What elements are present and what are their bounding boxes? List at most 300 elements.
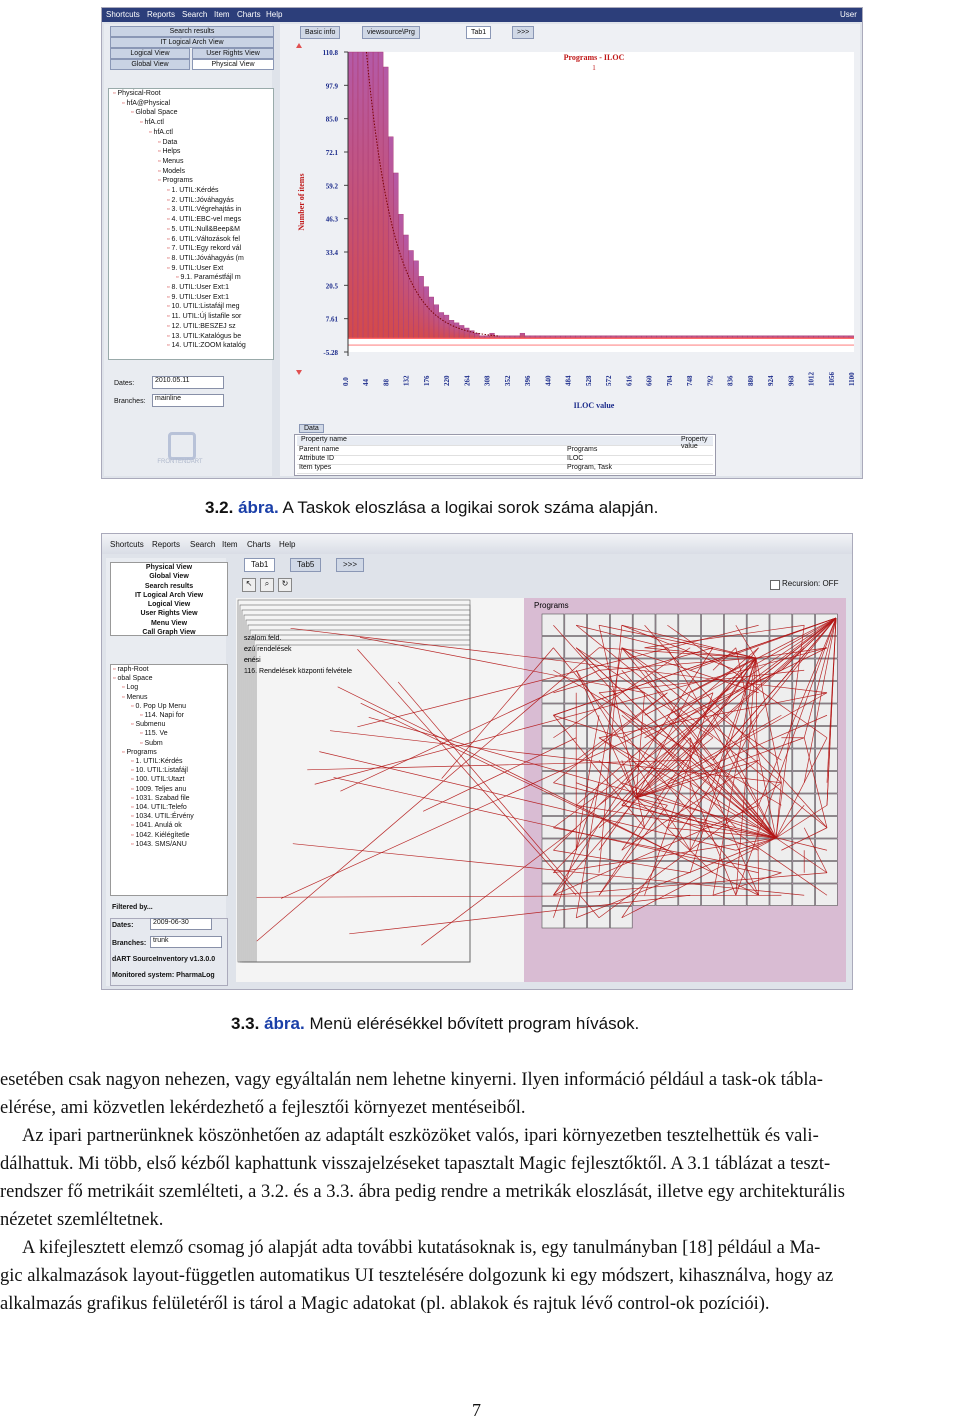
call-graph[interactable] [236, 598, 846, 982]
folder-icon: ▫ [167, 322, 172, 330]
figure-caption-2 [231, 1014, 639, 1034]
histogram-bar [409, 250, 414, 338]
folder-icon: ▫ [113, 666, 118, 673]
folder-icon: ▫ [158, 148, 163, 156]
version-label: dART SourceInventory v1.3.0.0 [112, 956, 216, 963]
tree-item-label: 7. UTIL:Egy rekord vál [171, 245, 242, 253]
tree-item[interactable] [111, 840, 227, 849]
branches-label: Branches: [114, 398, 146, 405]
zoom-tool-icon[interactable]: ⌕ [260, 578, 274, 592]
left-panel [106, 558, 226, 986]
folder-icon: ▫ [122, 99, 127, 107]
program-node[interactable] [793, 772, 815, 794]
caption-text: A Taskok eloszlása a logikai sorok száma alapján. [282, 498, 659, 517]
tree-item-label: 12. UTIL:BESZEJ sz [171, 322, 236, 330]
x-tick-label: 264 [463, 375, 472, 386]
recursion-label: Recursion: OFF [782, 579, 839, 588]
x-tick-label: 44 [362, 379, 371, 386]
tree-item-label: 1034. UTIL:Érvény [135, 813, 194, 821]
recursion-checkbox[interactable] [770, 580, 780, 590]
left-panel [104, 24, 272, 476]
x-tick-label: 836 [726, 375, 735, 386]
branches-select[interactable]: trunk [150, 936, 222, 948]
tree-item[interactable] [109, 167, 273, 177]
program-node[interactable] [702, 704, 724, 726]
page-number: 7 [472, 1400, 481, 1420]
project-tree[interactable] [108, 88, 274, 360]
program-node[interactable] [542, 727, 564, 749]
folder-icon: ▫ [131, 822, 136, 830]
tree-item[interactable] [109, 254, 273, 264]
folder-icon: ▫ [140, 119, 145, 127]
menu-charts[interactable]: Charts [247, 540, 271, 549]
tree-item-label: obal Space [117, 675, 153, 683]
menu-search[interactable]: Search [190, 540, 216, 549]
histogram-bar [439, 313, 444, 339]
program-node[interactable] [656, 614, 678, 636]
dates-label: Dates: [112, 922, 134, 929]
tree-item-label: Data [162, 138, 178, 146]
paragraph-line: Az ipari partnerünknek köszönhetően az adaptált eszközöket valós, ipari környezetben tesztelhettük és vali- [22, 1126, 819, 1146]
program-node[interactable] [542, 682, 564, 704]
x-tick-label: 0.0 [342, 377, 350, 386]
tree-item[interactable] [109, 273, 273, 283]
paragraph-line: gic alkalmazások layout-független automatikus UI tesztelésére dolgozunk ki egy módszert, kihasználva, hogy az [0, 1266, 834, 1286]
caption-number: 3.2. [205, 498, 234, 517]
folder-icon: ▫ [167, 216, 172, 224]
branches-label: Branches: [112, 940, 147, 947]
scroll-up-icon[interactable] [296, 43, 302, 48]
folder-icon: ▫ [131, 702, 136, 710]
x-tick-label: 792 [706, 375, 715, 386]
histogram-bar [399, 214, 404, 338]
y-tick-label: 110.8 [322, 49, 338, 57]
program-node[interactable] [656, 817, 678, 839]
tree-item[interactable] [109, 196, 273, 206]
tree-item-label: Subm [144, 739, 163, 747]
program-node[interactable] [565, 817, 587, 839]
folder-icon: ▫ [131, 776, 136, 784]
menu-shortcuts[interactable]: Shortcuts [106, 10, 140, 19]
paragraph-line: nézetet szemléltetnek. [0, 1210, 164, 1230]
tree-item[interactable] [109, 312, 273, 322]
y-tick-label: -5.28 [323, 349, 338, 357]
tab-tab1[interactable]: Tab1 [244, 558, 275, 572]
x-tick-label: 132 [402, 375, 411, 386]
x-tick-label: 704 [665, 375, 674, 386]
branches-select[interactable]: mainline [152, 394, 224, 407]
histogram-bar [434, 305, 439, 339]
tab-basic-info[interactable]: Basic info [300, 26, 340, 39]
folder-icon: ▫ [167, 196, 172, 204]
histogram-bar [429, 297, 434, 338]
programs-region-label: Programs [534, 601, 569, 610]
tree-item[interactable] [111, 803, 227, 812]
x-tick-label: 660 [645, 375, 654, 386]
caption-word: ábra. [238, 498, 279, 517]
menu-reports[interactable]: Reports [147, 10, 176, 19]
dates-select[interactable]: 2009-06-30 [150, 918, 212, 930]
folder-icon: ▫ [131, 767, 136, 775]
tree-item[interactable] [111, 665, 227, 674]
histogram-bar [363, 52, 368, 338]
histogram-bar [353, 52, 358, 338]
tree-item[interactable] [111, 702, 227, 711]
program-node[interactable] [702, 614, 724, 636]
select-tool-icon[interactable]: ↖ [242, 578, 256, 592]
program-node[interactable] [588, 704, 610, 726]
folder-icon: ▫ [131, 721, 136, 729]
view-list-item[interactable]: User Rights View [140, 610, 198, 618]
tree-item[interactable] [109, 302, 273, 312]
tree-item[interactable] [109, 99, 273, 109]
tree-item-label: hfA@Physical [126, 99, 171, 107]
histogram-bar [464, 328, 469, 338]
folder-icon: ▫ [131, 831, 136, 839]
x-tick-label: 1012 [807, 372, 816, 386]
program-node[interactable] [770, 839, 792, 861]
folder-icon: ▫ [167, 284, 172, 292]
program-node[interactable] [588, 839, 610, 861]
view-list[interactable] [110, 562, 228, 636]
caption-word: ábra. [264, 1014, 305, 1033]
tree-item-label: Global Space [135, 109, 178, 117]
folder-icon: ▫ [167, 254, 172, 262]
data-properties-panel [294, 425, 716, 476]
tree-item[interactable] [111, 711, 227, 720]
folder-icon: ▫ [167, 264, 172, 272]
folder-icon: ▫ [140, 730, 145, 738]
program-node[interactable] [816, 794, 838, 816]
tree-item-label: 11. UTIL:Új listafile sor [171, 313, 242, 321]
y-tick-label: 33.4 [325, 249, 338, 257]
program-node[interactable] [542, 839, 564, 861]
program-node[interactable] [747, 614, 769, 636]
folder-icon: ▫ [131, 794, 136, 802]
chart-panel [280, 24, 860, 476]
histogram-bar [404, 235, 409, 338]
program-node[interactable] [542, 614, 564, 636]
tree-item-label: Physical-Root [117, 90, 161, 97]
x-tick-label: 1056 [827, 372, 836, 386]
program-node[interactable] [793, 794, 815, 816]
chart-title: Programs - ILOC [563, 53, 625, 62]
folder-icon: ▫ [167, 187, 172, 195]
program-node[interactable] [542, 704, 564, 726]
tree-item-label: Programs [162, 177, 193, 185]
tree-item[interactable] [111, 831, 227, 840]
tree-item[interactable] [111, 812, 227, 821]
tree-item[interactable] [111, 729, 227, 738]
folder-icon: ▫ [167, 225, 172, 233]
tab-data[interactable]: Data [299, 424, 324, 433]
menu-node-label: ezú rendelések [244, 646, 292, 653]
chart-subtitle: 1 [592, 64, 596, 72]
tree-item[interactable] [109, 332, 273, 342]
program-node[interactable] [610, 907, 632, 929]
menu-help[interactable]: Help [279, 540, 296, 549]
folder-icon: ▫ [131, 840, 136, 848]
paragraph-line: elérése, ami közvetlen lekérdezhető a fejlesztői környezet mentéseiből. [0, 1098, 526, 1118]
tree-item[interactable] [109, 264, 273, 274]
tree-item[interactable] [109, 322, 273, 332]
folder-icon: ▫ [122, 748, 127, 756]
tree-item-label: 8. UTIL:User Ext:1 [171, 284, 230, 292]
menu-bar [102, 8, 862, 22]
tree-item[interactable] [111, 739, 227, 748]
tree-item-label: 3. UTIL:Végrehajtás in [171, 206, 242, 214]
folder-icon: ▫ [167, 332, 172, 340]
tree-item[interactable] [111, 821, 227, 830]
tree-item[interactable] [109, 176, 273, 186]
tab-tab1[interactable]: Tab1 [466, 26, 491, 39]
tree-item[interactable] [111, 720, 227, 729]
histogram-bar [388, 137, 393, 339]
tab-physical-view[interactable]: Physical View [192, 59, 274, 70]
tree-item-label: 1042. Kiélégítetle [135, 831, 190, 839]
dates-select[interactable]: 2010.05.11 [152, 376, 224, 389]
tree-item-label: Menus [126, 693, 148, 701]
tab-search-results[interactable]: Search results [110, 26, 274, 37]
histogram-bar [358, 52, 363, 338]
histogram-bar [383, 67, 388, 338]
y-tick-label: 72.1 [325, 149, 338, 157]
program-node[interactable] [679, 614, 701, 636]
tab-it-logical-arch-view[interactable]: IT Logical Arch View [110, 37, 274, 48]
folder-icon: ▫ [167, 235, 172, 243]
histogram-bar [454, 323, 459, 339]
histogram-bar [373, 52, 378, 338]
program-node[interactable] [770, 614, 792, 636]
view-list-item[interactable]: Menu View [150, 619, 188, 627]
x-tick-label: 88 [382, 379, 391, 386]
folder-icon: ▫ [122, 693, 127, 701]
tree-item-label: 9. UTIL:User Ext:1 [171, 293, 230, 301]
scroll-down-icon[interactable] [296, 370, 302, 375]
figure-caption-1 [205, 498, 658, 518]
menu-item[interactable]: Item [214, 10, 230, 19]
view-list-item[interactable]: Physical View [145, 564, 193, 571]
x-tick-label: 1100 [848, 372, 856, 386]
menu-search[interactable]: Search [182, 10, 208, 19]
program-node[interactable] [770, 884, 792, 906]
table-row[interactable]: Parent name Programs [297, 446, 713, 456]
menu-reports[interactable]: Reports [152, 540, 181, 549]
tree-item[interactable] [111, 683, 227, 692]
tree-item-label: 10. UTIL:Listafájl meg [171, 303, 240, 311]
folder-icon: ▫ [131, 813, 136, 821]
program-node[interactable] [793, 817, 815, 839]
program-node[interactable] [565, 614, 587, 636]
tree-item[interactable] [109, 147, 273, 157]
folder-icon: ▫ [149, 128, 154, 136]
tree-item[interactable] [111, 785, 227, 794]
tree-item[interactable] [109, 128, 273, 138]
tree-item[interactable] [109, 138, 273, 148]
tree-item[interactable] [109, 157, 273, 167]
menu-item[interactable]: Item [222, 540, 238, 549]
x-tick-label: 352 [503, 375, 512, 386]
column-property-name[interactable]: Property name [301, 436, 347, 443]
program-node[interactable] [679, 884, 701, 906]
program-node[interactable] [565, 907, 587, 929]
x-tick-label: 440 [544, 375, 553, 386]
view-list-item[interactable]: Call Graph View [142, 629, 196, 637]
tree-item[interactable] [109, 186, 273, 196]
view-list-item[interactable]: Global View [149, 573, 189, 581]
tree-item[interactable] [109, 244, 273, 254]
tree-item[interactable] [109, 215, 273, 225]
tree-item[interactable] [109, 283, 273, 293]
program-node[interactable] [816, 749, 838, 771]
figure-screenshot-metrics [101, 7, 863, 479]
program-node[interactable] [610, 862, 632, 884]
tree-item-label: hfA.ctl [144, 119, 164, 127]
program-node[interactable] [724, 614, 746, 636]
menu-charts[interactable]: Charts [237, 10, 261, 19]
x-tick-label: 924 [767, 375, 776, 386]
folder-icon: ▫ [140, 712, 145, 720]
tree-item[interactable] [109, 118, 273, 128]
tree-item[interactable] [111, 674, 227, 683]
program-node[interactable] [770, 862, 792, 884]
folder-icon: ▫ [167, 293, 172, 301]
tree-item-label: Submenu [135, 721, 166, 729]
tree-item[interactable] [111, 757, 227, 766]
tab-tab5[interactable]: Tab5 [290, 558, 321, 572]
paragraph-line: alkalmazás grafikus felületéről is tárol a Magic adatokat (pl. ablakok és rajtuk lévő control-ok pozíciói). [0, 1294, 770, 1314]
tab-user-rights-view[interactable]: User Rights View [192, 48, 274, 59]
tree-item[interactable] [109, 235, 273, 245]
x-tick-label: 572 [605, 375, 614, 386]
paragraph-line: dálhattuk. Mi több, első kézből kaphattunk visszajelzéseket tapasztalt Magic fejlesztőktől. A 3.1 táblázat a teszt- [0, 1154, 831, 1174]
menu-node-label: 116. Rendelések központi felvétele [244, 668, 353, 675]
tree-item[interactable] [109, 89, 273, 99]
folder-icon: ▫ [140, 739, 145, 747]
tree-item-label: 13. UTIL:Katalógus be [171, 332, 242, 340]
program-node[interactable] [542, 817, 564, 839]
tree-item[interactable] [109, 341, 273, 351]
reset-tool-icon[interactable]: ↻ [278, 578, 292, 592]
y-tick-label: 85.0 [325, 115, 338, 124]
program-node[interactable] [793, 862, 815, 884]
folder-icon: ▫ [176, 274, 181, 282]
tree-item-label: 1009. Teljes anu [135, 785, 187, 793]
histogram-bar [444, 315, 449, 338]
x-tick-label: 484 [564, 375, 573, 386]
y-tick-label: 46.3 [325, 215, 338, 224]
x-tick-label: 528 [584, 375, 593, 386]
histogram-bar [449, 320, 454, 338]
tree-item-label: 1043. SMS/ANU [135, 840, 187, 848]
x-tick-label: 968 [787, 375, 796, 386]
tree-item-label: Helps [162, 148, 181, 156]
paragraph-line: esetében csak nagyon nehezen, vagy egyáltalán nem lehetne kinyerni. Ilyen információ például a task-ok tábla- [0, 1070, 823, 1090]
folder-icon: ▫ [131, 804, 136, 812]
tree-item[interactable] [111, 775, 227, 784]
tree-item-label: hfA.ctl [153, 128, 173, 136]
y-tick-label: 59.2 [325, 182, 338, 191]
menu-help[interactable]: Help [266, 10, 283, 19]
program-node[interactable] [702, 884, 724, 906]
program-node[interactable] [633, 704, 655, 726]
folder-icon: ▫ [122, 684, 127, 692]
project-tree[interactable] [110, 664, 228, 896]
filtered-by-label[interactable]: Filtered by... [112, 904, 153, 911]
tree-item-label: 9.1. Paraméstfájl m [180, 274, 241, 282]
tree-item-label: 10. UTIL:Listafájl [135, 767, 188, 775]
folder-icon: ▫ [131, 758, 136, 766]
iloc-histogram [280, 40, 860, 432]
tree-item-label: 104. UTIL:Telefo [135, 804, 187, 812]
caption-text: Menü elérésékkel bővített program hívások. [309, 1014, 640, 1033]
dates-label: Dates: [114, 380, 135, 387]
folder-icon: ▫ [158, 167, 163, 175]
histogram-bar [419, 276, 424, 338]
tree-item[interactable] [109, 225, 273, 235]
tab-global-view[interactable]: Global View [110, 59, 190, 70]
folder-icon: ▫ [158, 138, 163, 146]
folder-icon: ▫ [167, 303, 172, 311]
tab-viewsource[interactable]: viewsource\Prg [362, 26, 420, 39]
y-axis-label: Number of items [297, 173, 306, 231]
tree-item[interactable] [109, 293, 273, 303]
menu-shortcuts[interactable]: Shortcuts [110, 540, 144, 549]
tree-item-label: Log [126, 684, 139, 692]
tree-item-label: Models [162, 167, 186, 175]
table-row[interactable]: Item types Program, Task [297, 464, 713, 474]
column-property-value[interactable]: Property value [681, 436, 708, 450]
y-tick-label: 7.61 [325, 315, 338, 324]
caption-number: 3.3. [231, 1014, 260, 1033]
program-node[interactable] [588, 884, 610, 906]
program-node[interactable] [610, 637, 632, 659]
view-list-item[interactable]: Logical View [147, 601, 191, 609]
table-row[interactable]: Attribute ID ILOC [297, 455, 713, 465]
tab-more[interactable]: >>> [336, 558, 364, 572]
tree-item[interactable] [111, 748, 227, 757]
histogram-bar [520, 333, 525, 338]
menu-bar [102, 534, 852, 554]
tree-item-label: Menus [162, 157, 184, 165]
paragraph-line: A kifejlesztett elemző csomag jó alapját adta további kutatásoknak is, egy tanulmányban [18] például a Ma- [22, 1238, 821, 1258]
menu-node-label: enési [244, 657, 261, 664]
tree-item[interactable] [111, 693, 227, 702]
tree-item[interactable] [109, 205, 273, 215]
tree-item[interactable] [109, 108, 273, 118]
tree-item-label: Programs [126, 748, 157, 756]
histogram-bar [378, 52, 383, 338]
x-tick-label: 748 [686, 375, 695, 386]
program-node[interactable] [816, 772, 838, 794]
tree-item[interactable] [111, 794, 227, 803]
tree-item[interactable] [111, 766, 227, 775]
tab-more[interactable]: >>> [512, 26, 534, 39]
view-list-item[interactable]: IT Logical Arch View [134, 591, 204, 599]
folder-icon: ▫ [113, 90, 118, 97]
view-list-item[interactable]: Search results [144, 582, 194, 590]
tab-logical-view[interactable]: Logical View [110, 48, 190, 59]
tree-item-label: 0. Pop Up Menu [135, 702, 187, 710]
program-node[interactable] [656, 862, 678, 884]
program-node[interactable] [542, 637, 564, 659]
y-tick-label: 97.9 [325, 82, 338, 91]
program-node[interactable] [565, 727, 587, 749]
menu-user[interactable]: User [840, 10, 857, 19]
folder-icon: ▫ [158, 157, 163, 165]
tree-item-label: 100. UTIL:Utazt [135, 776, 185, 784]
program-node[interactable] [816, 682, 838, 704]
